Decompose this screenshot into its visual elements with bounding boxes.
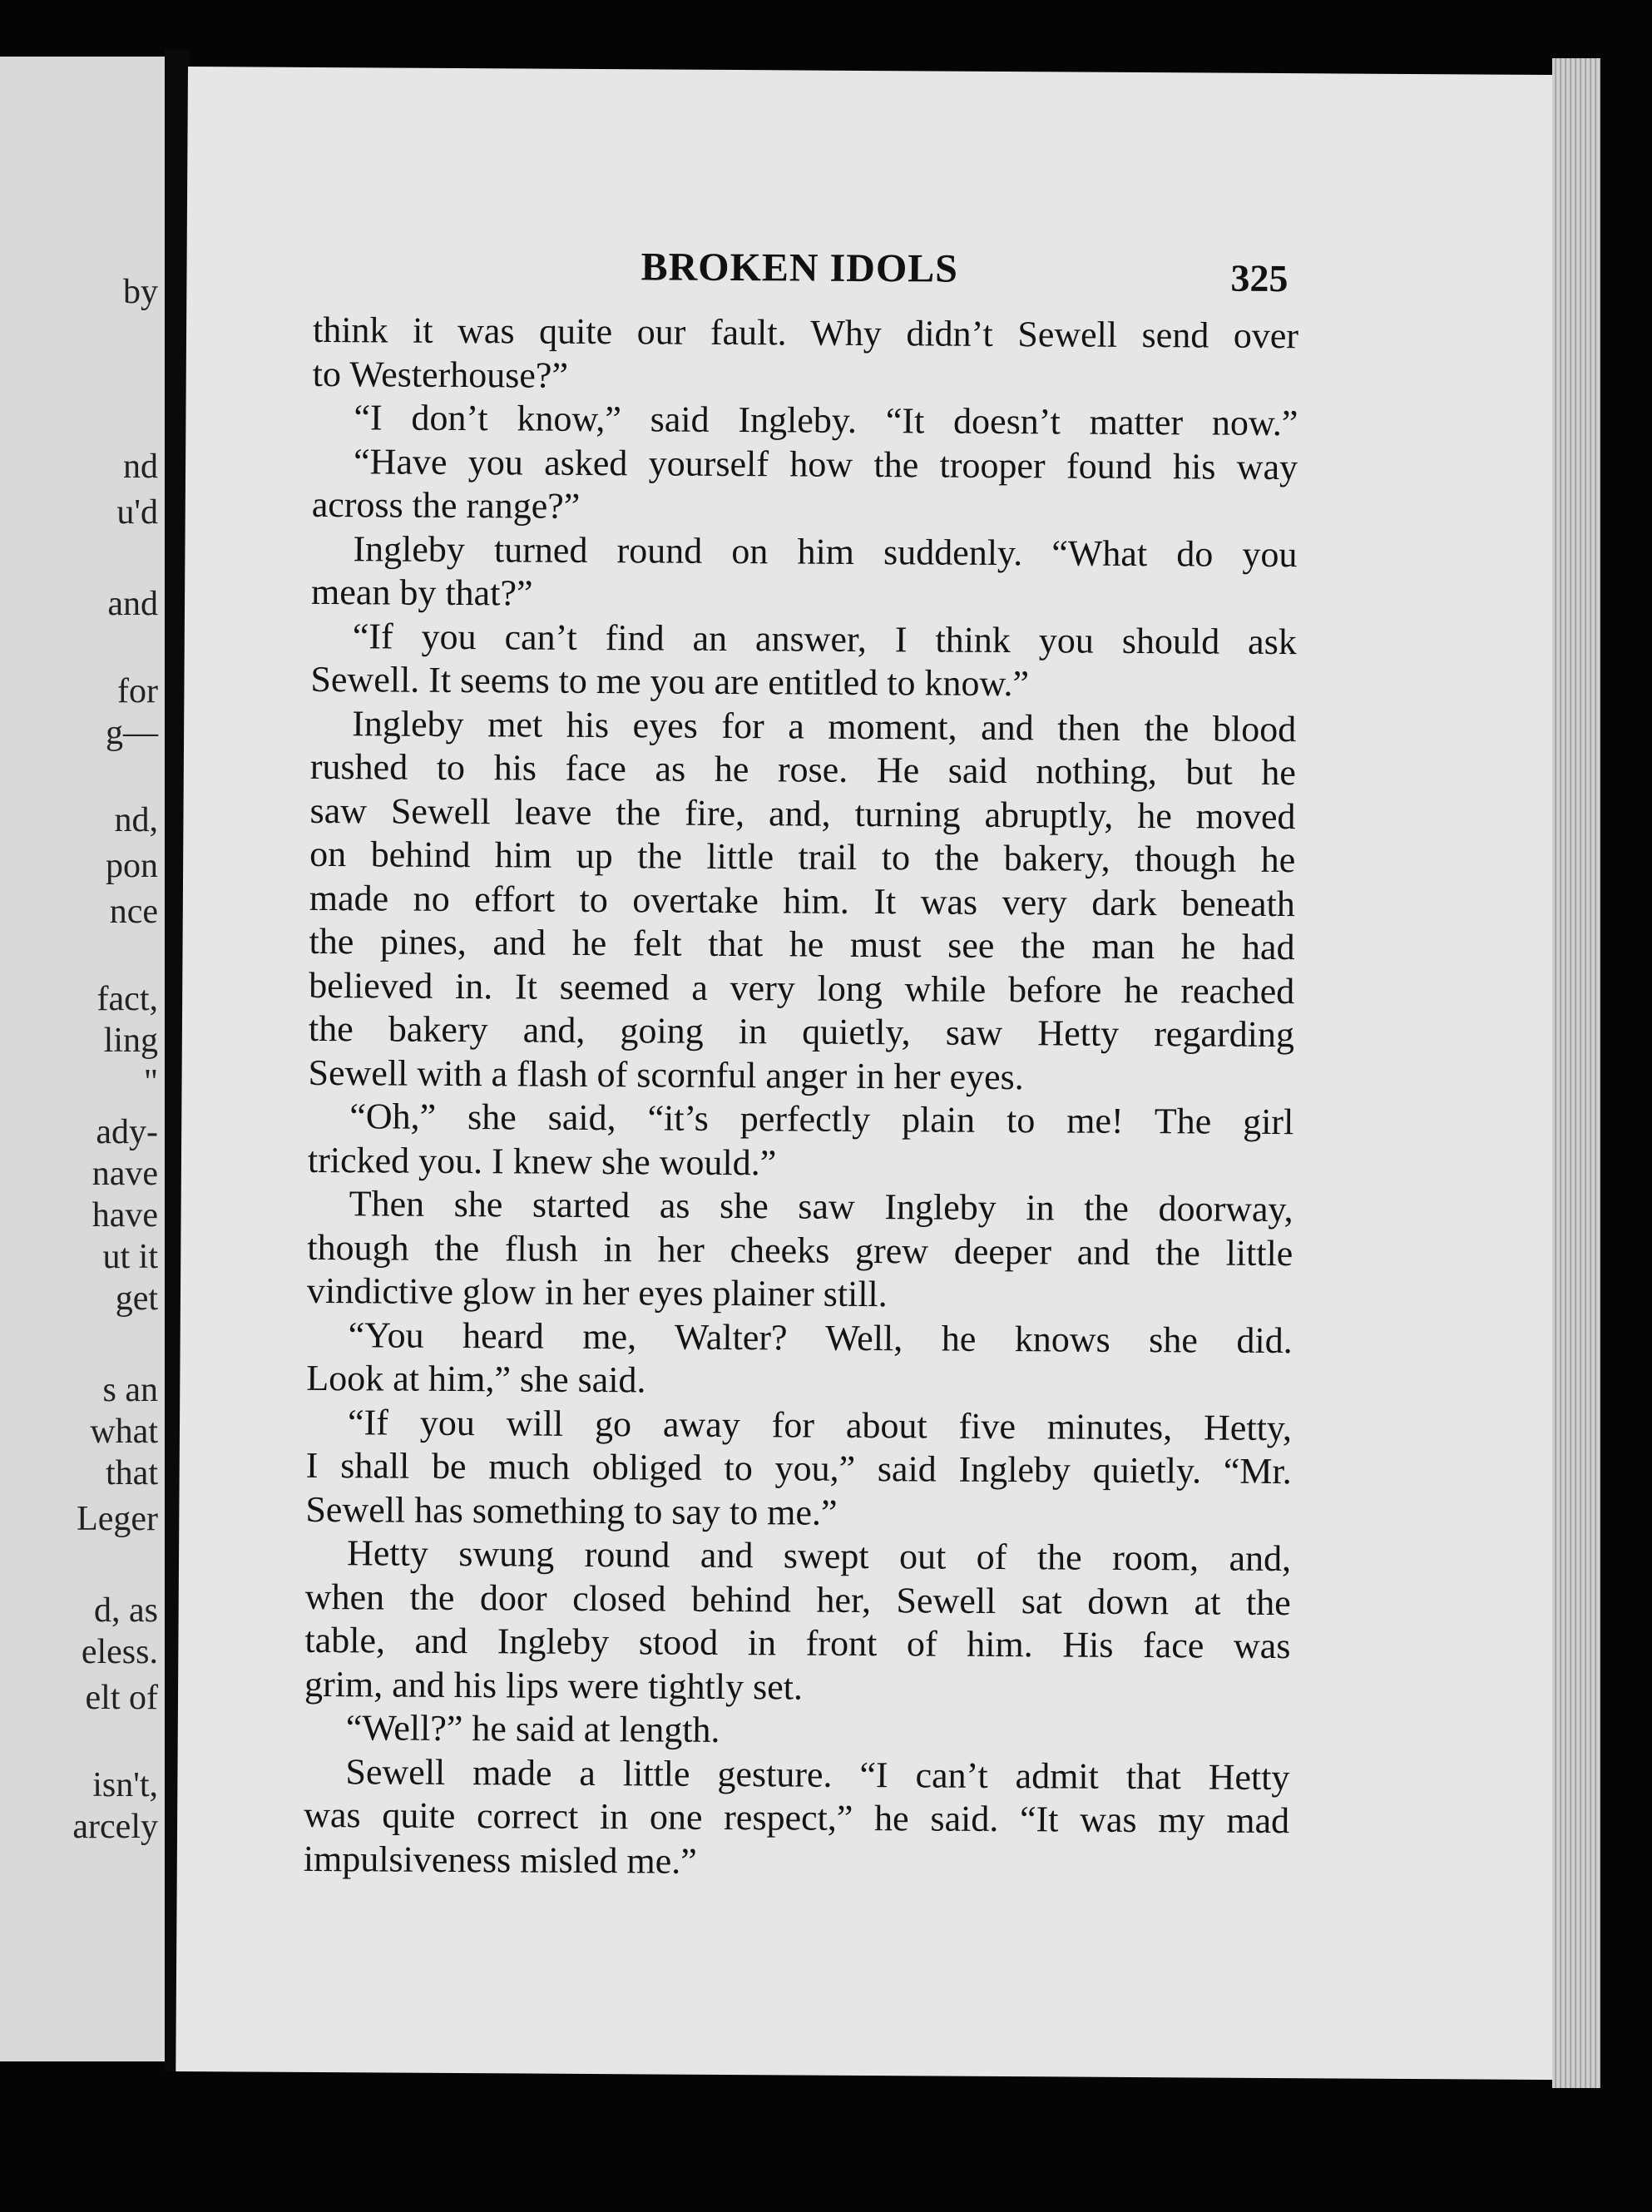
left-page-fragment: nd, [114,801,158,839]
left-page-fragment: for [117,672,158,710]
text-line: when the door closed behind her, Sewell sat down at the [304,1576,1291,1623]
text-line: think it was quite our fault. Why didn’t Sewell send over [312,309,1299,357]
left-page-fragment: d, as [94,1591,158,1630]
text-line: tricked you. I knew she would.” [307,1139,777,1183]
left-page-fragment: that [106,1454,158,1492]
text-line: “Well?” he said at length. [345,1707,720,1750]
left-page-fragment: g— [106,714,158,752]
text-line: “Have you asked yourself how the trooper found his way [353,440,1298,487]
left-page-fragment: isn't, [92,1766,158,1804]
body-text [304,309,1299,1887]
left-page-fragment: u'd [116,493,158,532]
text-line: saw Sewell leave the fire, and, turning abruptly, he moved [309,789,1296,837]
left-page-fragment: ut it [102,1238,158,1276]
left-page-fragment: nave [92,1155,158,1193]
text-line: impulsiveness misled me.” [303,1838,697,1882]
text-line: table, and Ingleby stood in front of him. His face was [304,1619,1291,1667]
text-line: rushed to his face as he rose. He said nothing, but he [309,745,1296,794]
text-line: believed in. It seemed a very long while before he reached [309,964,1295,1012]
left-page-fragment: and [107,585,158,623]
right-page [176,67,1569,2080]
text-line: Hetty swung round and swept out of the room, and, [346,1532,1292,1580]
left-page-fragment: have [92,1196,158,1235]
text-line: was quite correct in one respect,” he said. “It was my mad [304,1794,1290,1842]
text-line: the pines, and he felt that he must see the man he had [309,920,1295,968]
left-page-fragment: get [115,1279,158,1318]
left-page-fragment: what [90,1413,158,1451]
running-head [186,241,1567,299]
text-line: Ingleby met his eyes for a moment, and then the blood [352,702,1297,750]
text-line: “Oh,” she said, “it’s perfectly plain to me! The girl [349,1096,1294,1143]
text-line: “You heard me, Walter? Well, he knows she did. [348,1314,1293,1361]
text-line: “I don’t know,” said Ingleby. “It doesn’t matter now.” [354,397,1298,444]
left-page-fragment: by [123,273,158,311]
left-page-fragment: fact, [96,980,158,1018]
text-line: Look at him,” she said. [306,1357,646,1401]
text-line: “If you can’t find an answer, I think you should ask [352,615,1297,662]
text-line: Ingleby turned round on him suddenly. “What do you [353,527,1298,575]
text-line: Sewell with a flash of scornful anger in her eyes. [308,1052,1024,1097]
text-line: the bakery and, going in quietly, saw Hetty regarding [308,1007,1295,1056]
text-line: mean by that?” [310,571,533,614]
left-page-fragment: ady- [96,1113,158,1151]
left-page-fragment: ling [103,1022,158,1060]
left-page-fragment: " [143,1063,158,1101]
text-line: I shall be much obliged to you,” said Ingleby quietly. “Mr. [305,1444,1292,1492]
text-line: grim, and his lips were tightly set. [304,1663,804,1708]
text-line: to Westerhouse?” [312,353,569,396]
text-line: on behind him up the little trail to the bakery, though he [309,833,1296,881]
left-page-fragment: Leger [77,1500,158,1538]
left-page-fragment: pon [106,847,158,885]
left-facing-page [0,57,165,2061]
page-number: 325 [1230,256,1288,300]
text-line: though the flush in her cheeks grew deeper and the little [307,1226,1293,1274]
text-line: Sewell made a little gesture. “I can’t admit that Hetty [345,1750,1290,1798]
text-line: made no effort to overtake him. It was very dark beneath [309,877,1296,924]
running-title: BROKEN IDOLS [641,245,959,291]
page-edges [1552,58,1600,2088]
text-line: Then she started as she saw Ingleby in the doorway, [349,1183,1293,1230]
text-line: “If you will go away for about five minutes, Hetty, [347,1401,1293,1448]
text-line: Sewell has something to say to me.” [305,1488,838,1533]
left-page-fragment: eless. [81,1633,158,1671]
text-line: Sewell. It seems to me you are entitled to know.” [310,658,1030,705]
left-page-fragment: s an [102,1371,158,1409]
left-page-fragment: nd [123,448,158,486]
left-page-fragment: arcely [72,1808,158,1846]
text-line: across the range?” [311,483,581,527]
left-page-fragment: elt of [85,1679,158,1717]
left-page-fragment: nce [109,893,158,931]
text-line: vindictive glow in her eyes plainer still. [306,1269,888,1315]
